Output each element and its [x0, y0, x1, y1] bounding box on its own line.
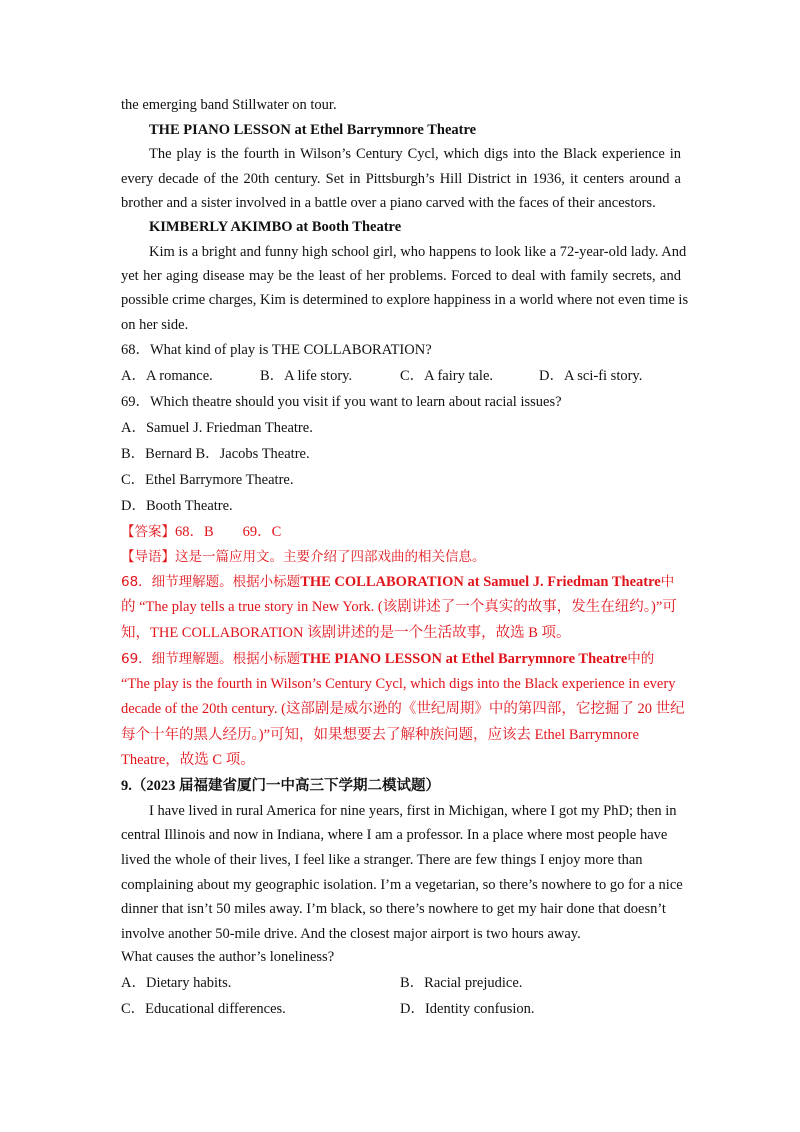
guide-text: 这是一篇应用文。主要介绍了四部戏曲的相关信息。: [175, 549, 486, 565]
q68-option-c: C．A fairy tale.: [400, 368, 494, 384]
q9-line-2: central Illinois and now in Indiana, where I am a professor. In a place where most people have: [121, 827, 668, 843]
guide-label: 【导语】: [121, 549, 175, 565]
exp69-line-3: decade of the 20th century. (这部剧是威尔逊的《世纪周期》中的第四部，它挖掘了 20 世纪: [121, 701, 685, 717]
q9-line-4: complaining about my geographic isolation. I’m a vegetarian, so there’s nowhere to go for a nice: [121, 877, 683, 893]
q9-option-d: D．Identity confusion.: [400, 1001, 535, 1017]
kimberly-line-1: Kim is a bright and funny high school girl, who happens to look like a 72-year-old lady. And: [149, 244, 687, 260]
exp68-line-2: 的 “The play tells a true story in New York. (该剧讲述了一个真实的故事，发生在纽约。)”可: [121, 599, 677, 615]
exp69-line-4: 每个十年的黑人经历。)”可知，如果想要去了解种族问题，应该去 Ethel Barrymnore: [121, 727, 639, 743]
kimberly-heading: KIMBERLY AKIMBO at Booth Theatre: [149, 219, 402, 235]
q68-option-b: B．A life story.: [260, 368, 353, 384]
exp69-line-2: “The play is the fourth in Wilson’s Century Cycl, which digs into the Black experience in every: [121, 676, 676, 692]
exp69-line-5: Theatre，故选 C 项。: [121, 752, 255, 768]
piano-lesson-heading: THE PIANO LESSON at Ethel Barrymnore Theatre: [149, 122, 477, 138]
exp69-prefix: 69．细节理解题。根据小标题: [121, 651, 301, 667]
exp68-bold-title: THE COLLABORATION at Samuel J. Friedman Theatre: [300, 574, 661, 590]
q68-option-d: D．A sci-fi story.: [539, 368, 643, 384]
q9-line-5: dinner that isn’t 50 miles away. I’m black, so there’s nowhere to get my hair done that doesn’t: [121, 901, 666, 917]
q9-line-3: lived the whole of their lives, I feel like a stranger. There are few things I enjoy more than: [121, 852, 643, 868]
exp68-line-3: 知，THE COLLABORATION 该剧讲述的是一个生活故事，故选 B 项。: [121, 625, 571, 641]
q9-line-6: involve another 50-mile drive. And the closest major airport is two hours away.: [121, 926, 581, 942]
exp69-bold-title: THE PIANO LESSON at Ethel Barrymnore Theatre: [300, 651, 628, 667]
piano-lesson-line-2: every decade of the 20th century. Set in Pittsburgh’s Hill District in 1936, it centers around a: [121, 171, 681, 187]
kimberly-line-2: yet her aging disease may be the least of her problems. Forced to deal with family secrets, and: [121, 268, 681, 284]
q68-stem: 68．What kind of play is THE COLLABORATION?: [121, 342, 432, 358]
q9-option-c: C．Educational differences.: [121, 1001, 286, 1017]
piano-lesson-line-3: brother and a sister involved in a battle over a piano carved with the faces of their ancestors.: [121, 195, 656, 211]
answer-label: 【答案】: [121, 524, 175, 540]
kimberly-line-3: possible crime charges, Kim is determined to explore happiness in a world where not even time is: [121, 292, 689, 308]
q9-option-b: B．Racial prejudice.: [400, 975, 523, 991]
piano-lesson-line-1: The play is the fourth in Wilson’s Century Cycl, which digs into the Black experience in: [149, 146, 681, 162]
q9-title: 9.（2023 届福建省厦门一中高三下学期二模试题）: [121, 778, 440, 794]
exp68-suffix: 中: [660, 574, 675, 590]
q69-option-b: B．Bernard B．Jacobs Theatre.: [121, 446, 310, 462]
answer-text: 68．B 69．C: [175, 524, 282, 540]
q69-option-a: A．Samuel J. Friedman Theatre.: [121, 420, 313, 436]
q69-stem: 69．Which theatre should you visit if you want to learn about racial issues?: [121, 394, 562, 410]
guide-line: [121, 548, 681, 566]
exp69-line-1: [121, 650, 681, 668]
q69-option-c: C．Ethel Barrymore Theatre.: [121, 472, 294, 488]
answer-line: [121, 523, 681, 541]
q68-option-a: A．A romance.: [121, 368, 213, 384]
q69-option-d: D．Booth Theatre.: [121, 498, 233, 514]
exp69-suffix: 中的: [627, 651, 655, 667]
kimberly-line-4: on her side.: [121, 317, 189, 333]
passage-tail-line: the emerging band Stillwater on tour.: [121, 97, 337, 113]
q9-line-1: I have lived in rural America for nine years, first in Michigan, where I got my PhD; then in: [149, 803, 677, 819]
exp68-prefix: 68．细节理解题。根据小标题: [121, 574, 301, 590]
exp68-line-1: [121, 573, 681, 591]
q9-question: What causes the author’s loneliness?: [121, 949, 335, 965]
q9-option-a: A．Dietary habits.: [121, 975, 232, 991]
